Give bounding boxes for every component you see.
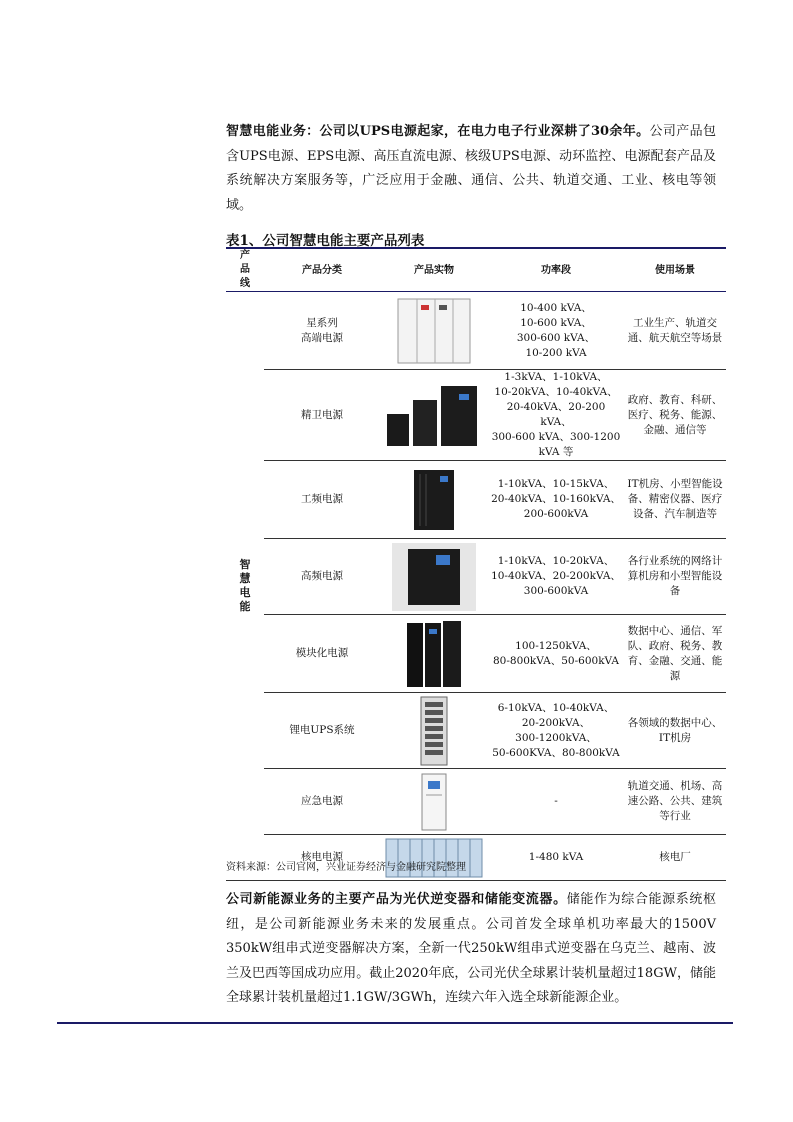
- table-caption: 表1、公司智慧电能主要产品列表: [226, 233, 425, 249]
- category-cell: 星系列 高端电源: [264, 292, 380, 370]
- category-cell: 精卫电源: [264, 370, 380, 461]
- power-cell: 6-10kVA、10-40kVA、 20-200kVA、 300-1200kVA、 50-600KVA、80-800kVA: [488, 693, 624, 769]
- scene-cell: IT机房、小型智能设备、精密仪器、医疗设备、汽车制造等: [624, 461, 726, 539]
- footer-rule: [57, 1022, 733, 1024]
- header-category: 产品分类: [264, 248, 380, 292]
- newenergy-lead: 公司新能源业务的主要产品为光伏逆变器和储能变流器。: [226, 892, 567, 907]
- tower-ups-icon: [385, 382, 483, 448]
- product-photo-cell: [380, 370, 488, 461]
- table-row: [226, 693, 726, 769]
- newenergy-body: 储能作为综合能源系统枢纽，是公司新能源业务未来的发展重点。公司首发全球单机功率最大的1500V 350kW组串式逆变器解决方案，全新一代250kW组串式逆变器在乌克兰、越南、波兰及巴西等国成功应用。截止2020年底，公司光伏全球累计装机量超过18GW，储能全球累计装机量超过1.1GW/3GWh，连续六年入选全球新能源企业。: [226, 892, 716, 1005]
- battery-rack-icon: [419, 696, 449, 766]
- category-cell: 工频电源: [264, 461, 380, 539]
- power-cell: -: [488, 769, 624, 835]
- category-cell: 应急电源: [264, 769, 380, 835]
- scene-cell: 核电厂: [624, 835, 726, 881]
- power-cell: 1-10kVA、10-20kVA、 10-40kVA、20-200kVA、 300-600kVA: [488, 539, 624, 615]
- hf-ups-icon: [392, 543, 476, 611]
- power-cell: 10-400 kVA、 10-600 kVA、 300-600 kVA、 10-200 kVA: [488, 292, 624, 370]
- power-cell: 1-480 kVA: [488, 835, 624, 881]
- scene-cell: 各行业系统的网络计算机房和小型智能设备: [624, 539, 726, 615]
- intro-paragraph: [226, 120, 716, 218]
- product-photo-cell: [380, 292, 488, 370]
- product-photo-cell: [380, 539, 488, 615]
- header-photo: 产品实物: [380, 248, 488, 292]
- power-cell: 100-1250kVA、 80-800kVA、50-600kVA: [488, 615, 624, 693]
- product-photo-cell: [380, 769, 488, 835]
- intro-body: 公司产品包含UPS电源、EPS电源、高压直流电源、核级UPS电源、动环监控、电源配套产品及系统解决方案服务等，广泛应用于金融、通信、公共、轨道交通、工业、核电等领域。: [226, 124, 716, 213]
- scene-cell: 工业生产、轨道交通、航天航空等场景: [624, 292, 726, 370]
- table-row: [226, 461, 726, 539]
- category-cell: 模块化电源: [264, 615, 380, 693]
- product-photo-cell: [380, 461, 488, 539]
- power-cell: 1-10kVA、10-15kVA、 20-40kVA、10-160kVA、 200-600kVA: [488, 461, 624, 539]
- category-cell: 高频电源: [264, 539, 380, 615]
- product-line-cell: 智慧电能: [226, 292, 264, 881]
- product-table: [226, 247, 726, 881]
- product-photo-cell: [380, 693, 488, 769]
- newenergy-paragraph: [226, 888, 716, 1011]
- scene-cell: 各领域的数据中心、IT机房: [624, 693, 726, 769]
- white-cabinet-icon: [395, 297, 473, 365]
- table-header-row: [226, 248, 726, 292]
- scene-cell: 政府、教育、科研、医疗、税务、能源、金融、通信等: [624, 370, 726, 461]
- category-cell: 锂电UPS系统: [264, 693, 380, 769]
- header-scene: 使用场景: [624, 248, 726, 292]
- scene-cell: 数据中心、通信、军队、政府、税务、教育、金融、交通、能源: [624, 615, 726, 693]
- table-row: [226, 769, 726, 835]
- header-product-line: 产品线: [226, 248, 264, 292]
- product-photo-cell: [380, 615, 488, 693]
- tall-ups-icon: [412, 468, 456, 532]
- table-source: 资料来源：公司官网，兴业证券经济与金融研究院整理: [226, 862, 466, 873]
- category-cell: 核电电源: [264, 835, 380, 881]
- eps-cabinet-icon: [420, 773, 448, 831]
- modular-rack-icon: [405, 619, 463, 689]
- scene-cell: 轨道交通、机场、高速公路、公共、建筑等行业: [624, 769, 726, 835]
- intro-lead: 智慧电能业务：公司以UPS电源起家，在电力电子行业深耕了30余年。: [226, 124, 650, 139]
- table-row: [226, 539, 726, 615]
- table-row: [226, 615, 726, 693]
- table-row: [226, 370, 726, 461]
- table-row: [226, 292, 726, 370]
- header-power: 功率段: [488, 248, 624, 292]
- power-cell: 1-3kVA、1-10kVA、 10-20kVA、10-40kVA、 20-40kVA、20-200 kVA、 300-600 kVA、300-1200 kVA 等: [488, 370, 624, 461]
